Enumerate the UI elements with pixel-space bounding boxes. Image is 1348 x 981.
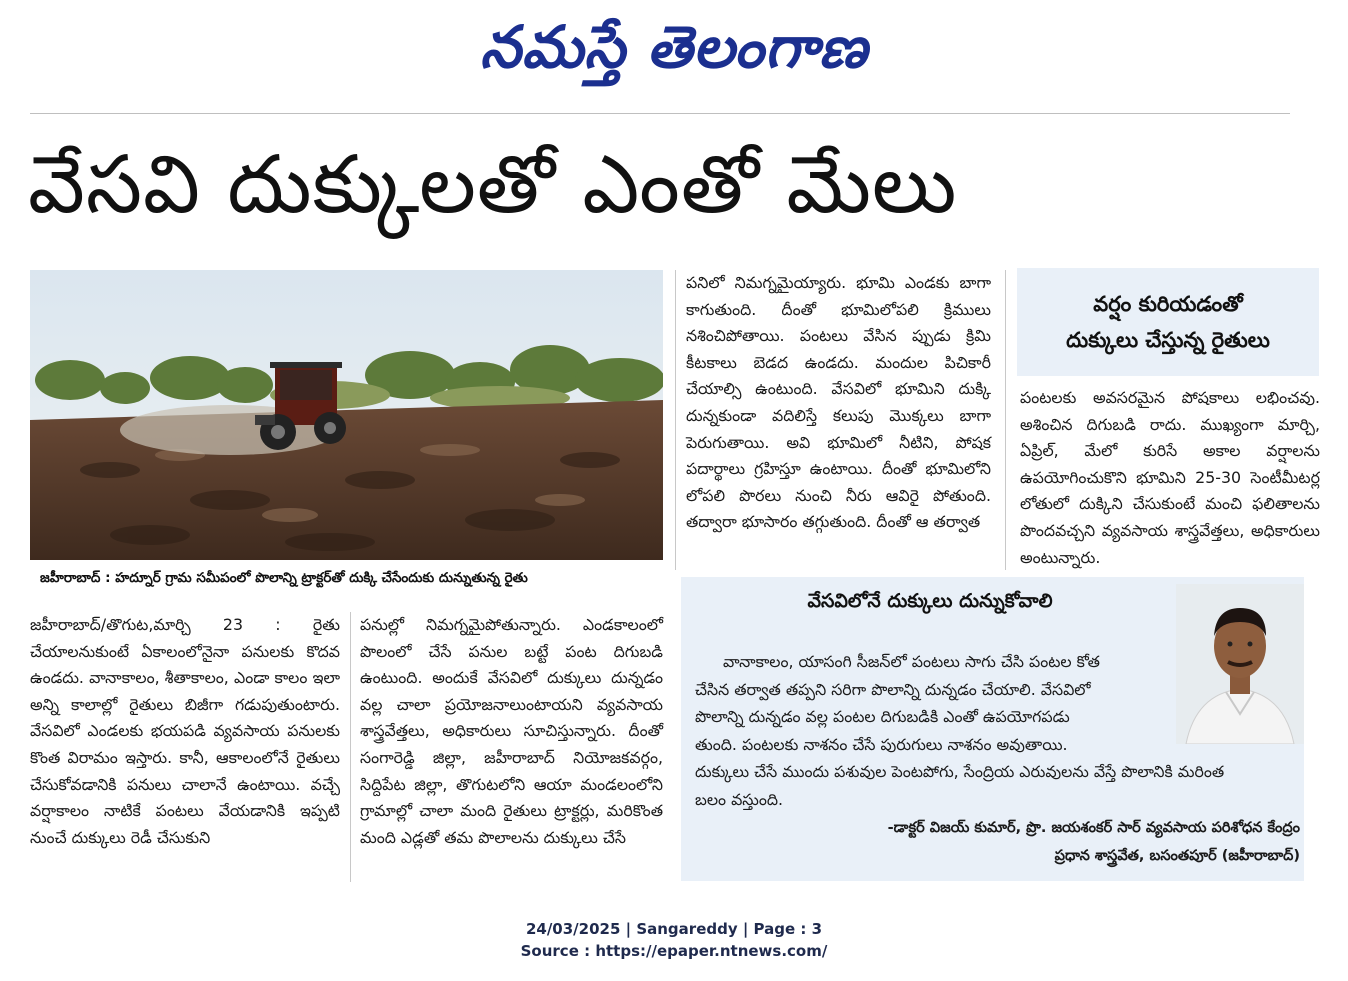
quote-line: పొలాన్ని దున్నడం వల్ల పంటల దిగుబడికి ఎంతో ఉపయోగపడు	[695, 707, 1070, 726]
column-divider	[350, 612, 351, 882]
photo-caption: జహీరాబాద్‌ : హద్నూర్‌ గ్రామ సమీపంలో పొలాన్ని ట్రాక్టర్‌తో దుక్కి చేసేందుకు దున్నుతున్న రైతు	[40, 570, 528, 586]
tractor-ploughing-photo	[30, 270, 663, 560]
column-divider	[1005, 270, 1006, 570]
masthead-divider	[30, 113, 1290, 114]
sidebar-subheading-line2: దుక్కులు చేస్తున్న రైతులు	[1066, 328, 1270, 352]
expert-quote-text	[695, 648, 1295, 813]
footer-source-link[interactable]: Source : https://epaper.ntnews.com/	[520, 942, 828, 960]
column-divider	[675, 270, 676, 570]
page-footer	[0, 918, 1348, 962]
article-column-4-text: పంటలకు అవసరమైన పోషకాలు లభించవు. అశించిన దిగుబడి రాదు. ముఖ్యంగా మార్చి, ఏప్రిల్‌, మేలో కురిసే అకాల వర్షాలను ఉపయోగించుకొని భూమిని 25-30 సెంటీమీటర్ల లోతులో దుక్కిని చేసుకుంటే మంచి ఫలితాలను పొందవచ్చని వ్యవసాయ శాస్త్రవేత్తలు, అధికారులు అంటున్నారు.	[1020, 388, 1320, 567]
article-column-2-text: పనుల్లో నిమగ్నమైపోతున్నారు. ఎండకాలంలో పొలంలో చేసే పనుల బట్టే పంట దిగుబడి ఉంటుంది. అందుకే వేసవిలో దుక్కులు దున్నడం వల్ల చాలా ప్రయోజనాలుంటాయని వ్యవసాయ శాస్త్రవేత్తలు, అధికారులు సూచిస్తున్నారు. దీంతో సంగారెడ్డి జిల్లా, జహీరాబాద్‌ నియోజకవర్గం, సిద్దిపేట జిల్లా, తొగుటలోని ఆయా మండలంలోని గ్రామాల్లో చాలా మంది రైతులు ట్రాక్టర్లు, మరికొంత మంది ఎడ్లతో తమ పొలాలను దుక్కులు చేసే	[360, 615, 663, 847]
article-column-4	[1020, 385, 1320, 571]
sidebar-subheading-line1: వర్షం కురియడంతో	[1093, 292, 1243, 316]
article-column-1	[30, 612, 340, 851]
quote-line: దుక్కులు చేసే ముందు పశువుల పెంటపోగు, సేంద్రియ ఎరువులను వేస్తే పొలానికి మరింత	[695, 762, 1225, 781]
article-column-3	[686, 270, 991, 536]
article-column-3-text: పనిలో నిమగ్నమైయ్యారు. భూమి ఎండకు బాగా కాగుతుంది. దీంతో భూమిలోపలి క్రిములు నశించిపోతాయి. పంటలు వేసిన ప్పుడు క్రిమి కీటకాలు బెడద ఉండదు. మందుల పిచికారీ చేయాల్సి ఉంటుంది. వేసవిలో భూమిని దుక్కి దున్నకుండా వదిలిస్తే కలుపు మొక్కలు బాగా పెరుగుతాయి. అవి భూమిలో నీటిని, పోషక పదార్థాలు గ్రహిస్తూ ఉంటాయి. దీంతో భూమిలోని లోపలి పొరలు నుంచి నీరు ఆవిరై పోతుంది. తద్వారా భూసారం తగ్గుతుంది. దీంతో ఆ తర్వాత	[686, 273, 991, 532]
article-headline: వేసవి దుక్కులతో ఎంతో మేలు	[28, 138, 958, 231]
footer-date-edition: 24/03/2025 | Sangareddy | Page : 3	[525, 920, 823, 938]
article-column-1-text: జహీరాబాద్‌/తొగుట,మార్చి 23 : రైతు చేయాలనుకుంటే ఏకాలంలోనైనా పనులకు కొదవ ఉండదు. వానాకాలం, శీతాకాలం, ఎండా కాలం ఇలా అన్ని కాలాల్లో రైతులు బిజీగా గడుపుతుంటారు. వేసవిలో ఎండలకు భయపడి వ్యవసాయ పనులకు కొంత విరామం ఇస్తారు. కానీ, ఆకాలంలోనే రైతులు చేసుకోవడానికి పనులు చాలానే ఉంటాయి. వచ్చే వర్షాకాలం నాటికే పంటలు వేయడానికి ఇప్పటి నుంచే దుక్కులు రెడీ చేసుకుని	[30, 615, 340, 847]
sidebar-subheading-box	[1017, 268, 1319, 376]
masthead-logo: నమస్తే తెలంగాణ	[480, 13, 868, 81]
expert-quote-title: వేసవిలోనే దుక్కులు దున్నుకోవాలి	[807, 590, 1053, 612]
quote-line: వానాకాలం, యాసంగి సీజన్‌లో పంటలు సాగు చేసి పంటల కోత	[723, 652, 1100, 671]
quote-line: తుంది. పంటలకు నాశనం చేసే పురుగులు నాశనం అవుతాయి.	[695, 734, 1068, 754]
quote-line: చేసిన తర్వాత తప్పని సరిగా పొలాన్ని దున్నడం చేయాలి. వేసవిలో	[695, 679, 1091, 699]
article-column-2	[360, 612, 663, 851]
expert-signature-title: ప్రధాన శాస్త్రవేత, బసంతపూర్‌ (జహీరాబాద్‌)	[1054, 848, 1300, 864]
quote-line: బలం వస్తుంది.	[695, 789, 784, 809]
expert-signature-name: -డాక్టర్‌ విజయ్‌ కుమార్‌, ప్రొ. జయశంకర్‌ సార్‌ వ్యవసాయ పరిశోధన కేంద్రం	[887, 820, 1300, 836]
